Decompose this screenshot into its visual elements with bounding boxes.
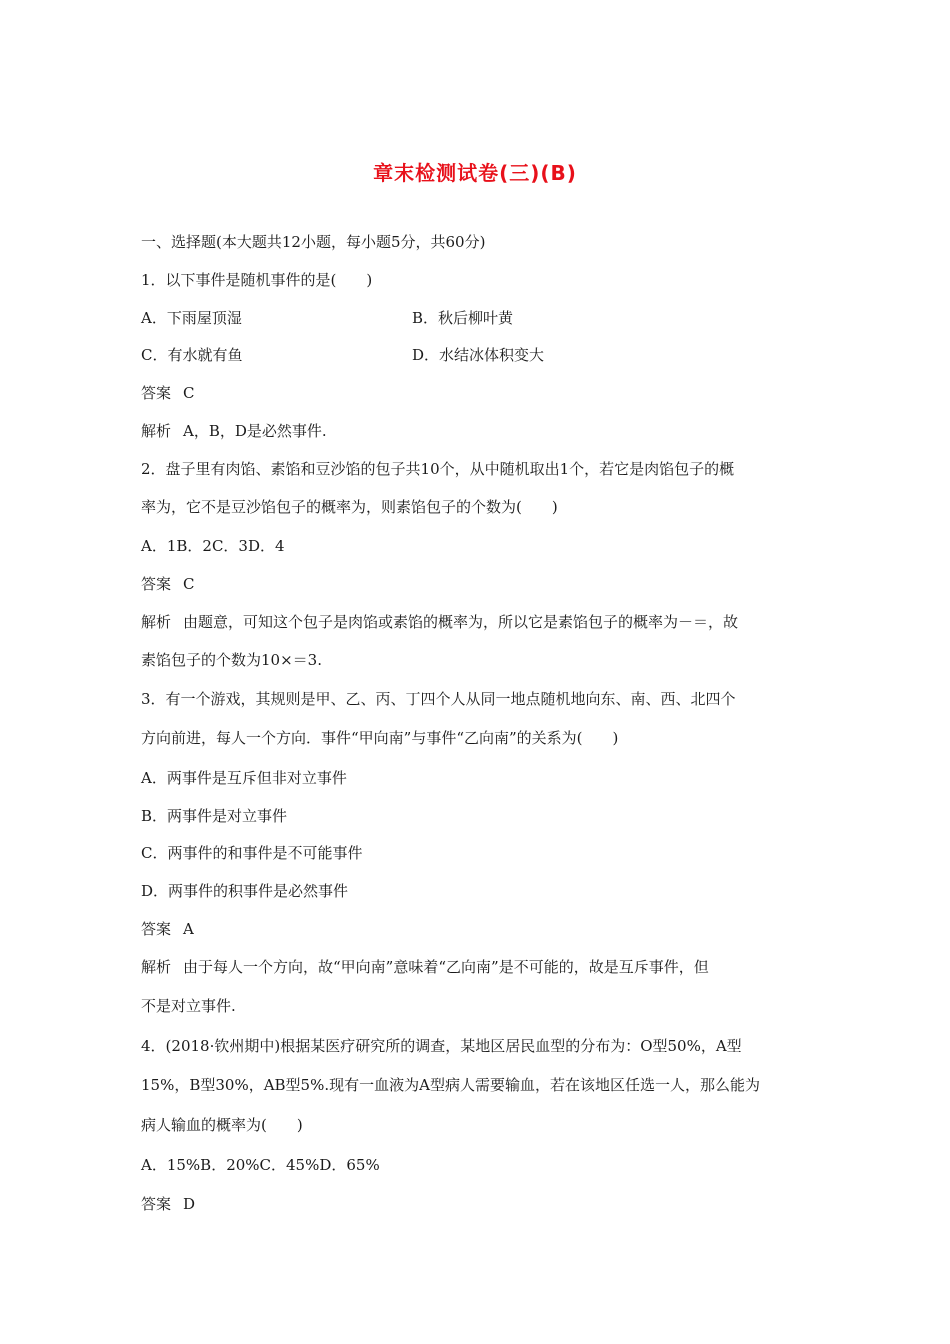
q2-stem-line2: 率为，它不是豆沙馅包子的概率为，则素馅包子的个数为( ) xyxy=(141,498,558,516)
answer-label: 答案 xyxy=(141,1195,172,1213)
q3-answer-value: A xyxy=(183,920,194,938)
q2-analysis-line2: 素馅包子的个数为10×＝3. xyxy=(141,651,322,669)
q4-answer xyxy=(141,1194,195,1214)
q2-analysis-text1: 由题意，可知这个包子是肉馅或素馅的概率为，所以它是素馅包子的概率为－＝，故 xyxy=(183,613,739,631)
q2-options: A．1B．2C．3D．4 xyxy=(141,537,285,555)
q3-analysis-line2: 不是对立事件. xyxy=(141,997,236,1015)
section-heading: 一、选择题(本大题共12小题，每小题5分，共60分) xyxy=(141,233,486,251)
q3-stem-line2: 方向前进，每人一个方向．事件“甲向南”与事件“乙向南”的关系为( ) xyxy=(141,729,619,747)
analysis-label: 解析 xyxy=(141,422,172,440)
q3-option-d: D．两事件的积事件是必然事件 xyxy=(141,882,349,900)
q4-stem-line2: 15%，B型30%，AB型5%.现有一血液为A型病人需要输血，若在该地区任选一人，那么能为 xyxy=(141,1076,760,1094)
answer-label: 答案 xyxy=(141,384,172,402)
q1-analysis xyxy=(141,421,327,441)
q1-stem: 1．以下事件是随机事件的是( ) xyxy=(141,271,373,289)
analysis-label: 解析 xyxy=(141,958,172,976)
q2-stem-line1: 2．盘子里有肉馅、素馅和豆沙馅的包子共10个，从中随机取出1个，若它是肉馅包子的概 xyxy=(141,460,735,478)
q1-option-d: D．水结冰体积变大 xyxy=(412,346,545,364)
q1-option-b: B．秋后柳叶黄 xyxy=(412,309,514,327)
q3-analysis-line1 xyxy=(141,957,709,977)
q3-option-a: A．两事件是互斥但非对立事件 xyxy=(141,769,347,787)
q2-answer xyxy=(141,574,195,594)
q3-analysis-text1: 由于每人一个方向，故“甲向南”意味着“乙向南”是不可能的，故是互斥事件，但 xyxy=(183,958,709,976)
q1-option-c: C．有水就有鱼 xyxy=(141,346,243,364)
analysis-label: 解析 xyxy=(141,613,172,631)
page-title: 章末检测试卷(三)(B) xyxy=(373,161,577,185)
q1-answer xyxy=(141,383,195,403)
q2-answer-value: C xyxy=(183,575,195,593)
q1-option-a: A．下雨屋顶湿 xyxy=(141,309,242,327)
q1-analysis-text: A，B，D是必然事件. xyxy=(183,422,327,440)
q4-stem-line1: 4．(2018·钦州期中)根据某医疗研究所的调查，某地区居民血型的分布为：O型50%，A型 xyxy=(141,1037,742,1055)
answer-label: 答案 xyxy=(141,575,172,593)
q3-option-b: B．两事件是对立事件 xyxy=(141,807,288,825)
q4-options: A．15%B．20%C．45%D．65% xyxy=(141,1156,380,1174)
q3-answer xyxy=(141,919,194,939)
answer-label: 答案 xyxy=(141,920,172,938)
q3-stem-line1: 3．有一个游戏，其规则是甲、乙、丙、丁四个人从同一地点随机地向东、南、西、北四个 xyxy=(141,690,736,708)
q2-analysis-line1 xyxy=(141,612,738,632)
q4-stem-line3: 病人输血的概率为( ) xyxy=(141,1116,303,1134)
q4-answer-value: D xyxy=(183,1195,196,1213)
q3-option-c: C．两事件的和事件是不可能事件 xyxy=(141,844,363,862)
q1-answer-value: C xyxy=(183,384,195,402)
